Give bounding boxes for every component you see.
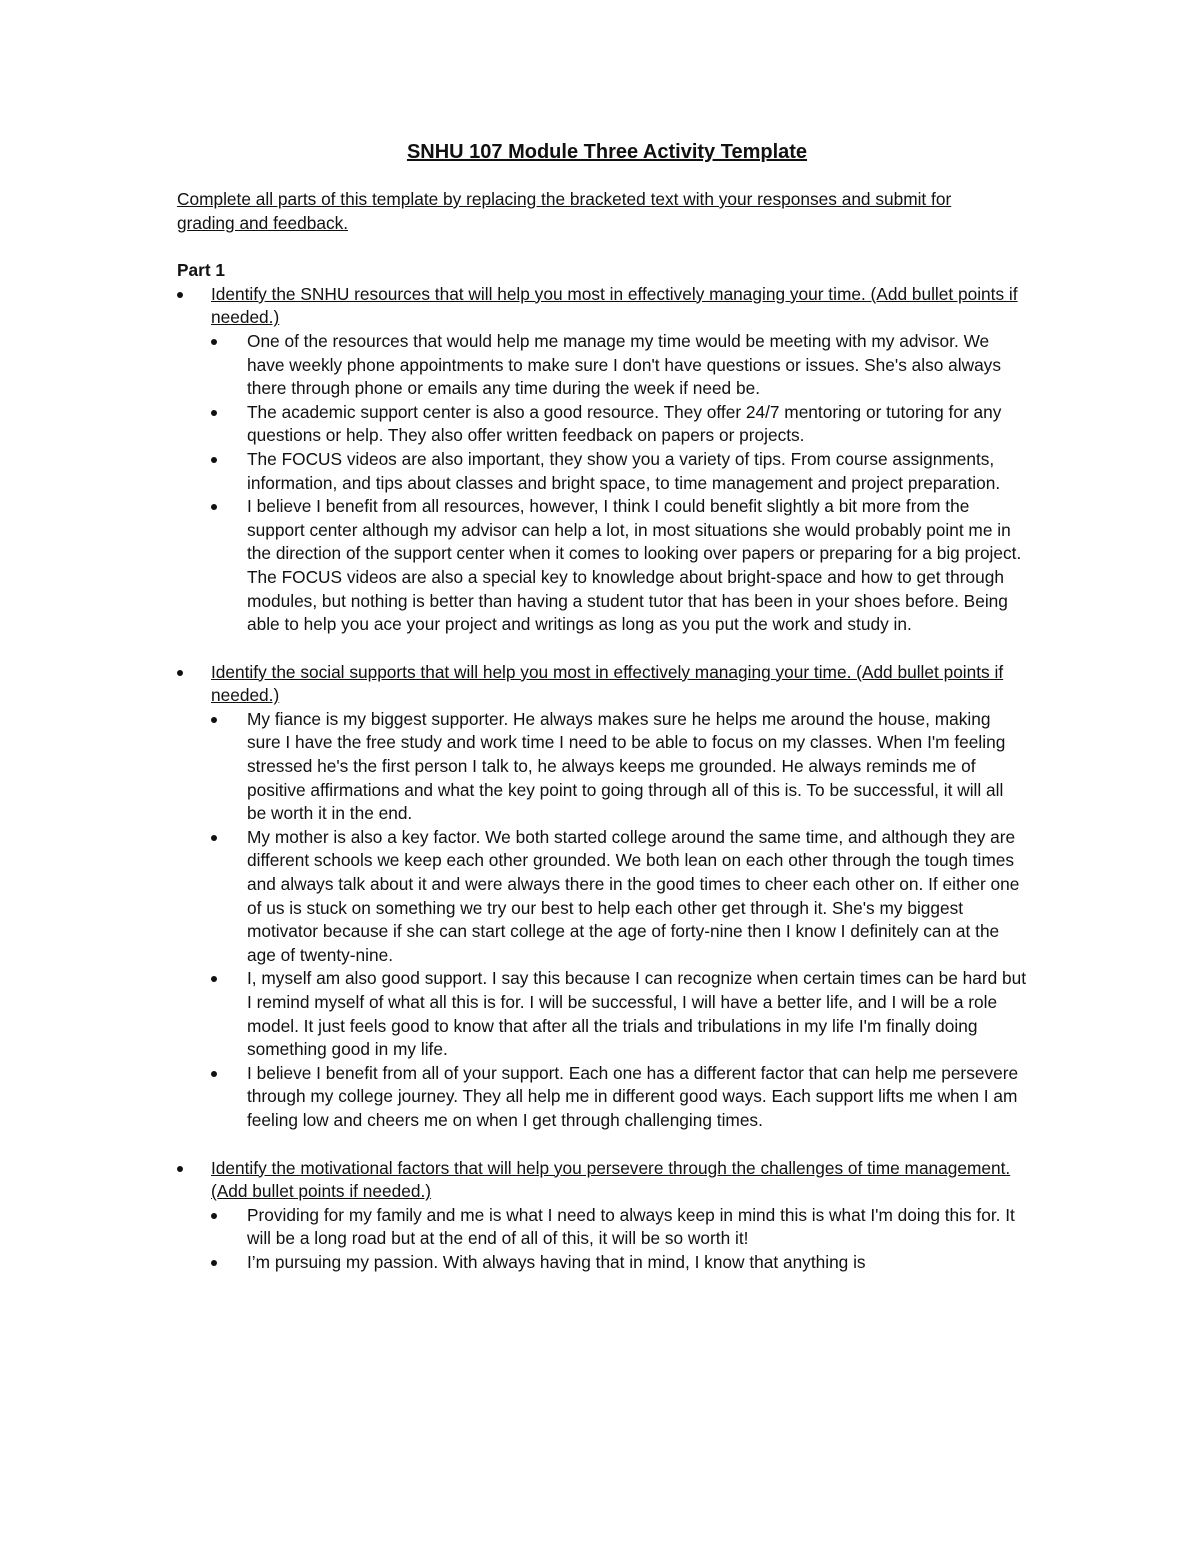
bullet-icon	[211, 495, 221, 519]
bullet-icon	[177, 1157, 187, 1181]
bullet-icon	[211, 1204, 221, 1228]
question-item	[177, 1157, 1027, 1275]
question-text: Identify the SNHU resources that will help you most in effectively managing your time. (Add bullet points if needed.)	[211, 283, 1018, 328]
answer-item	[211, 1251, 1027, 1275]
question-text: Identify the motivational factors that will help you persevere through the challenges of time management. (Add bullet points if needed.)	[211, 1157, 1011, 1202]
answer-list	[211, 1204, 1027, 1275]
question-list	[177, 283, 1027, 1275]
answer-item	[211, 1204, 1027, 1251]
answer-item	[211, 967, 1027, 1061]
question-text: Identify the social supports that will help you most in effectively managing your time. (Add bullet points if needed.)	[211, 661, 1004, 706]
answer-text: My fiance is my biggest supporter. He always makes sure he helps me around the house, making sure I have the free study and work time I need to be able to focus on my classes. When I'm feeling stressed he's the first person I talk to, he always keeps me grounded. He always reminds me of positive affirmations and what the key point to going through all of this is. To be successful, it will all be worth it in the end.	[247, 708, 1006, 824]
answer-item	[211, 1062, 1027, 1133]
answer-text: Providing for my family and me is what I need to always keep in mind this is what I'm doing this for. It will be a long road but at the end of all of this, it will be so worth it!	[247, 1204, 1015, 1249]
answer-text: I’m pursuing my passion. With always having that in mind, I know that anything is	[247, 1251, 866, 1272]
document-title: SNHU 107 Module Three Activity Template	[406, 141, 808, 163]
answer-text: The academic support center is also a good resource. They offer 24/7 mentoring or tutoring for any questions or help. They also offer written feedback on papers or projects.	[247, 401, 1002, 446]
document-content	[177, 138, 1027, 1275]
answer-item	[211, 448, 1027, 495]
question-item	[177, 661, 1027, 1133]
answer-list	[211, 330, 1027, 637]
answer-item	[211, 708, 1027, 826]
answer-text: I believe I benefit from all resources, however, I think I could benefit slightly a bit more from the support center although my advisor can help a lot, in most situations she would probably point me in the direction of the support center when it comes to looking over papers or preparing for a big project. The FOCUS videos are also a special key to knowledge about bright-space and how to get through modules, but nothing is better than having a student tutor that has been in your shoes before. Being able to help you ace your project and writings as long as you put the work and study in.	[247, 496, 1022, 635]
bullet-icon	[211, 330, 221, 354]
answer-item	[211, 826, 1027, 968]
answer-list	[211, 708, 1027, 1133]
instructions-text: Complete all parts of this template by replacing the bracketed text with your responses and submit for grading and feedback.	[177, 189, 952, 233]
answer-text: I believe I benefit from all of your support. Each one has a different factor that can help me persevere through my college journey. They all help me in different good ways. Each support lifts me when I am feeling low and cheers me on when I get through challenging times.	[247, 1062, 1019, 1130]
part-heading: Part 1	[177, 260, 226, 281]
question-item	[177, 283, 1027, 637]
answer-item	[211, 401, 1027, 448]
answer-item	[211, 495, 1027, 637]
bullet-icon	[211, 1251, 221, 1275]
bullet-icon	[211, 708, 221, 732]
bullet-icon	[211, 826, 221, 850]
answer-text: My mother is also a key factor. We both started college around the same time, and although they are different schools we keep each other grounded. We both lean on each other through the tough times and always talk about it and were always there in the good times to cheer each other on. If either one of us is stuck on something we try our best to help each other get through it. She's my biggest motivator because if she can start college at the age of forty-nine then I know I definitely can at the age of twenty-nine.	[247, 826, 1020, 965]
answer-item	[211, 330, 1027, 401]
bullet-icon	[211, 448, 221, 472]
answer-text: The FOCUS videos are also important, they show you a variety of tips. From course assignments, information, and tips about classes and bright space, to time management and project preparation.	[247, 448, 1001, 493]
answer-text: I, myself am also good support. I say this because I can recognize when certain times can be hard but I remind myself of what all this is for. I will be successful, I will have a better life, and I will be a role model. It just feels good to know that after all the trials and tribulations in my life I'm finally doing something good in my life.	[247, 968, 1027, 1060]
answer-text: One of the resources that would help me manage my time would be meeting with my advisor. We have weekly phone appointments to make sure I don't have questions or issues. She's also always there through phone or emails any time during the week if need be.	[247, 330, 1001, 399]
bullet-icon	[211, 1062, 221, 1086]
bullet-icon	[177, 283, 187, 307]
bullet-icon	[211, 401, 221, 425]
bullet-icon	[211, 967, 221, 991]
bullet-icon	[177, 661, 187, 685]
